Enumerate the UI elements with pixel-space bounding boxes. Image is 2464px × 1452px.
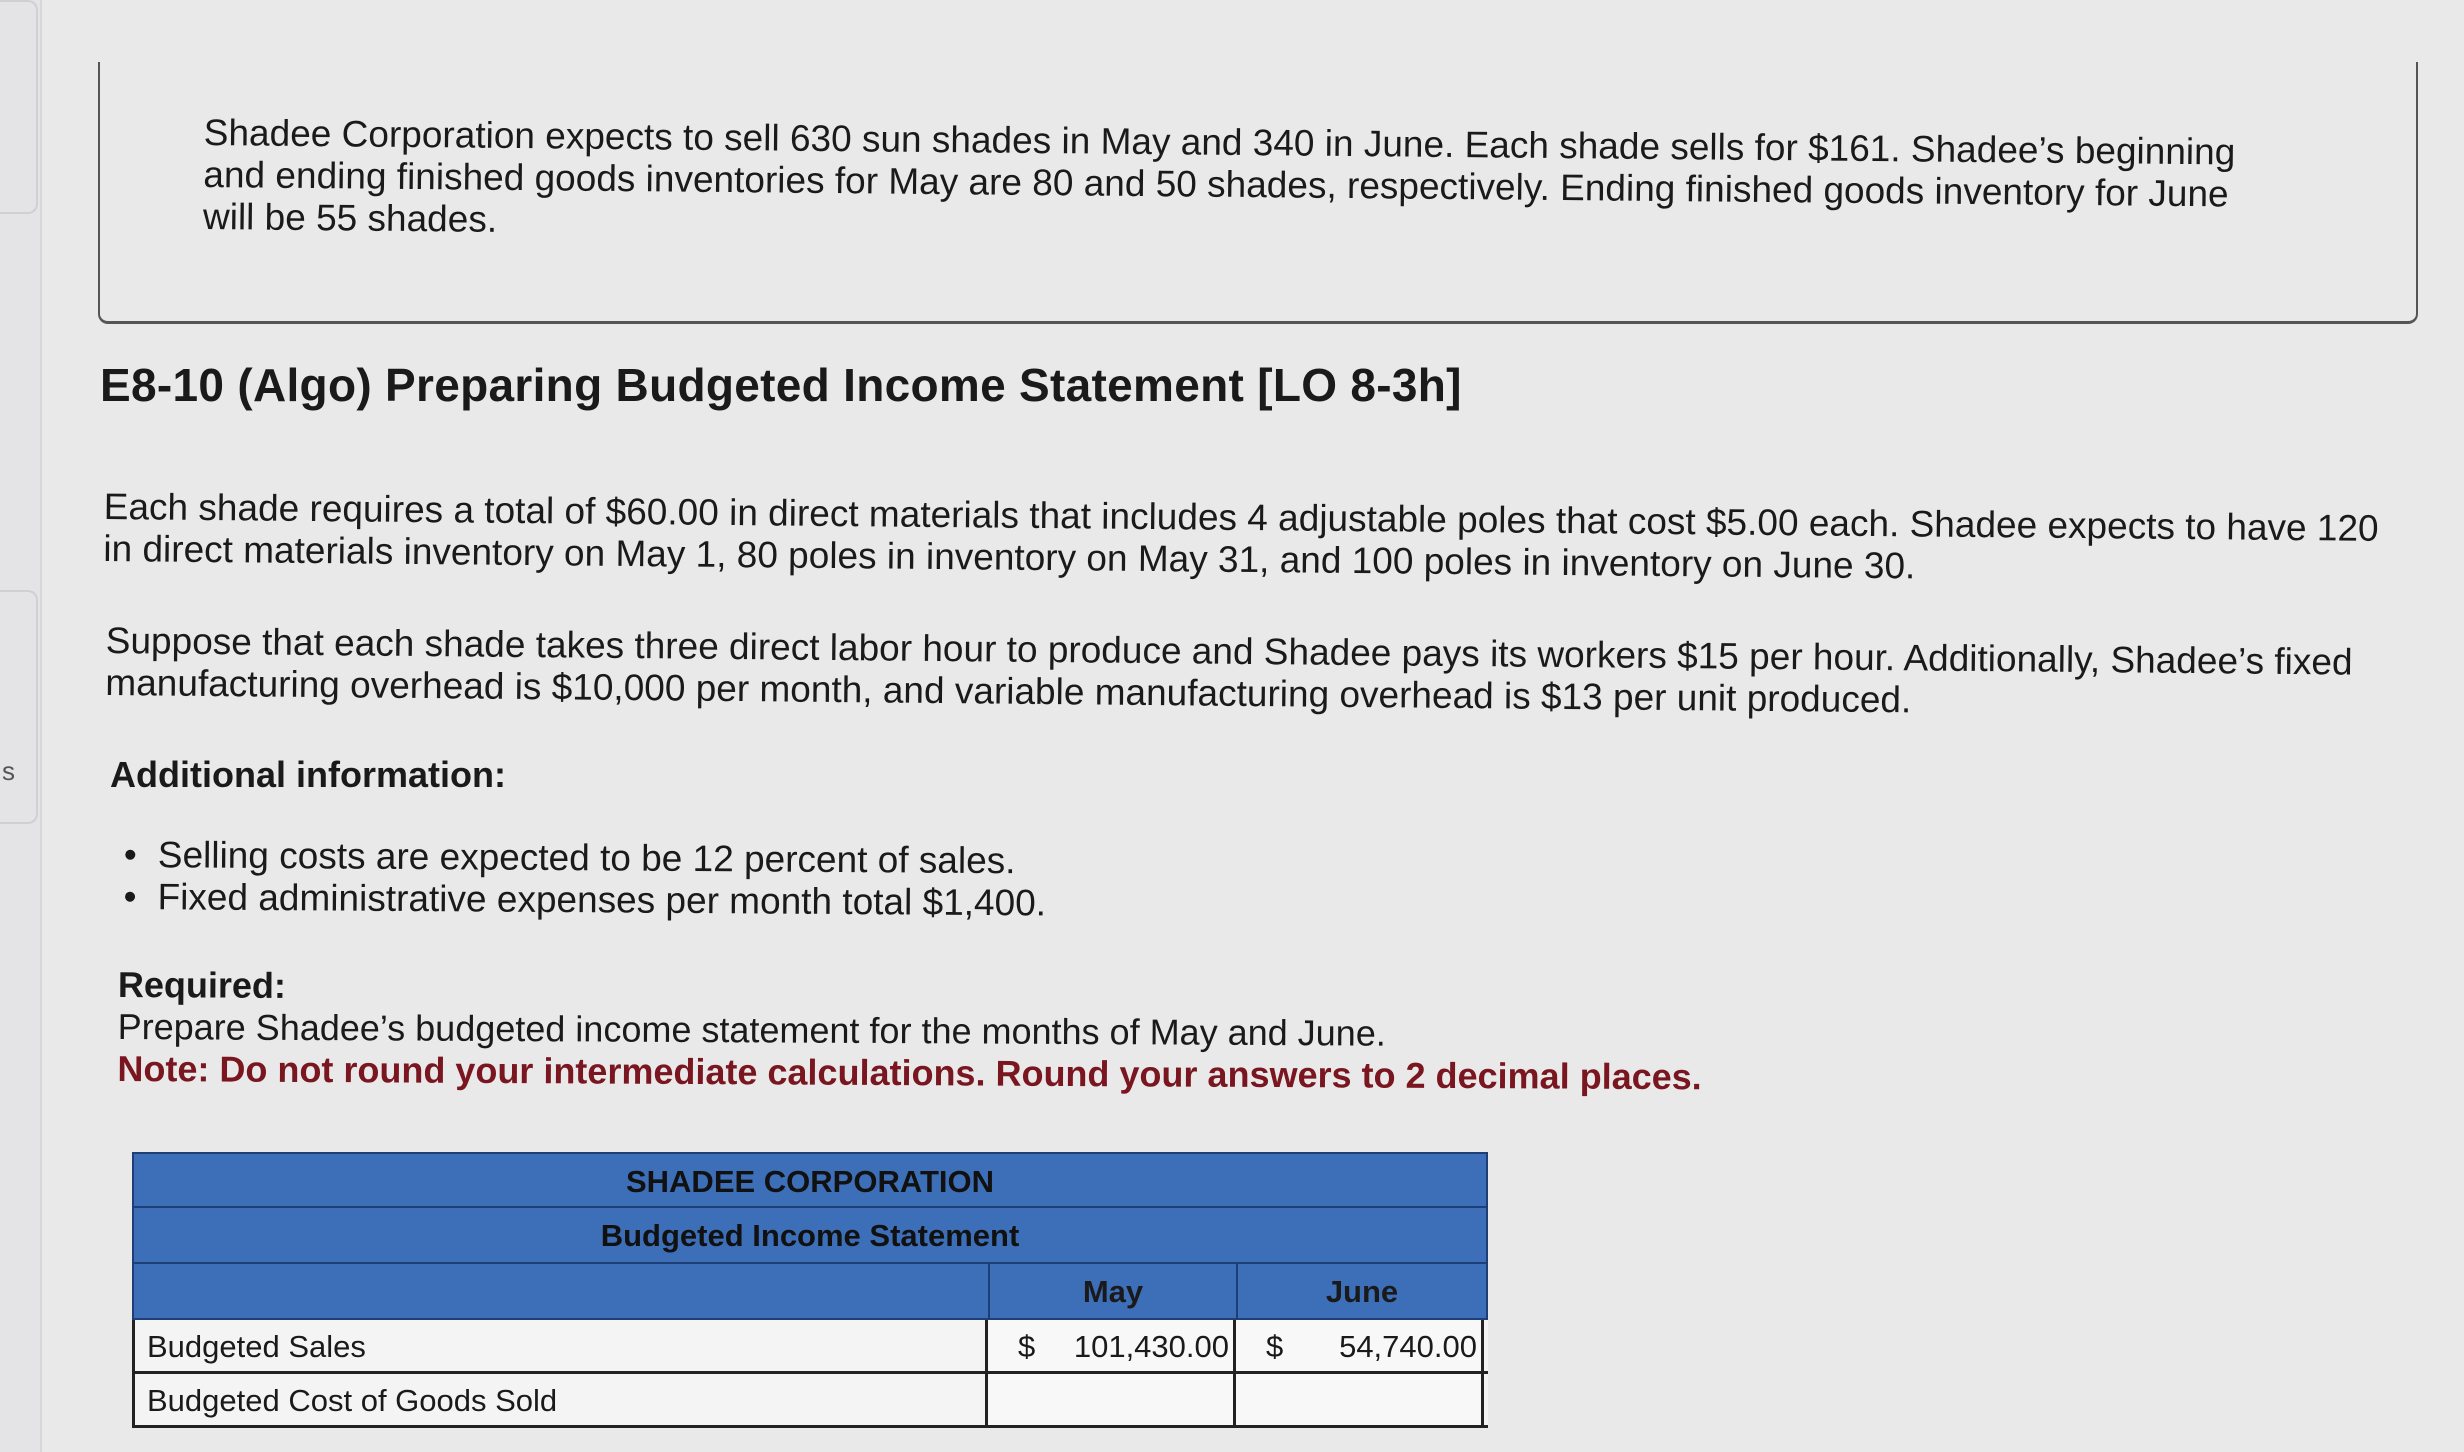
left-panel-tab[interactable] [0,0,38,214]
materials-paragraph: Each shade requires a total of $60.00 in direct materials that includes 4 adjustable poles that cost $5.00 each. Shadee expects to have 120 in direct materials inventory on May 1, 80 poles in inventory on May 31, and 100 poles in inventory on June 30. [103,486,2379,587]
currency-symbol: $ [1018,1329,1036,1364]
column-header-june: June [1325,1274,1399,1309]
left-panel-tab[interactable] [0,590,38,824]
table-row [132,1320,1488,1374]
column-header-row [132,1264,1488,1320]
additional-info-list [123,834,1046,924]
statement-name: Budgeted Income Statement [132,1208,1488,1264]
row-label-budgeted-cogs: Budgeted Cost of Goods Sold [135,1374,988,1425]
list-item: • Selling costs are expected to be 12 percent of sales. [124,834,1047,882]
list-item: • Fixed administrative expenses per month total $1,400. [123,876,1046,924]
june-cogs-input[interactable] [1236,1374,1484,1425]
row-label-budgeted-sales: Budgeted Sales [135,1320,988,1371]
side-letter: s [2,756,15,786]
required-label: Required: [117,964,287,1006]
company-name: SHADEE CORPORATION [132,1152,1488,1208]
currency-symbol: $ [1266,1329,1284,1364]
income-statement-table [132,1152,1488,1428]
intro-text: Shadee Corporation expects to sell 630 sun shades in May and 340 in June. Each shade sells for $161. Shadee’s beginning and ending finished goods inventories for May are 80 and 50 shades, respectively. Ending finished goods inventory for June will be 55 shades. [202,112,2236,240]
rounding-note: Note: Do not round your intermediate calculations. Round your answers to 2 decimal places. [117,1047,1702,1098]
required-text: Prepare Shadee’s budgeted income statement for the months of May and June. [117,1005,1386,1054]
may-sales-input[interactable] [988,1320,1236,1371]
may-cogs-input[interactable] [988,1374,1236,1425]
additional-info-label: Additional information: [110,754,506,795]
page-title: E8-10 (Algo) Preparing Budgeted Income Statement [LO 8-3h] [100,359,1462,411]
left-panel-edge [0,0,42,1452]
may-sales-value: 101,430.00 [1073,1329,1229,1364]
june-sales-input[interactable] [1236,1320,1484,1371]
column-header-may: May [990,1264,1238,1318]
june-sales-value: 54,740.00 [1339,1329,1477,1364]
table-row [132,1374,1488,1428]
labor-overhead-paragraph: Suppose that each shade takes three direct labor hour to produce and Shadee pays its workers $15 per hour. Additionally, Shadee’s fixed manufacturing overhead is $10,000 per month, and variable manufacturing overhead is $13 per unit produced. [105,620,2353,721]
required-section [117,964,1702,1098]
column-header-blank [134,1264,990,1318]
